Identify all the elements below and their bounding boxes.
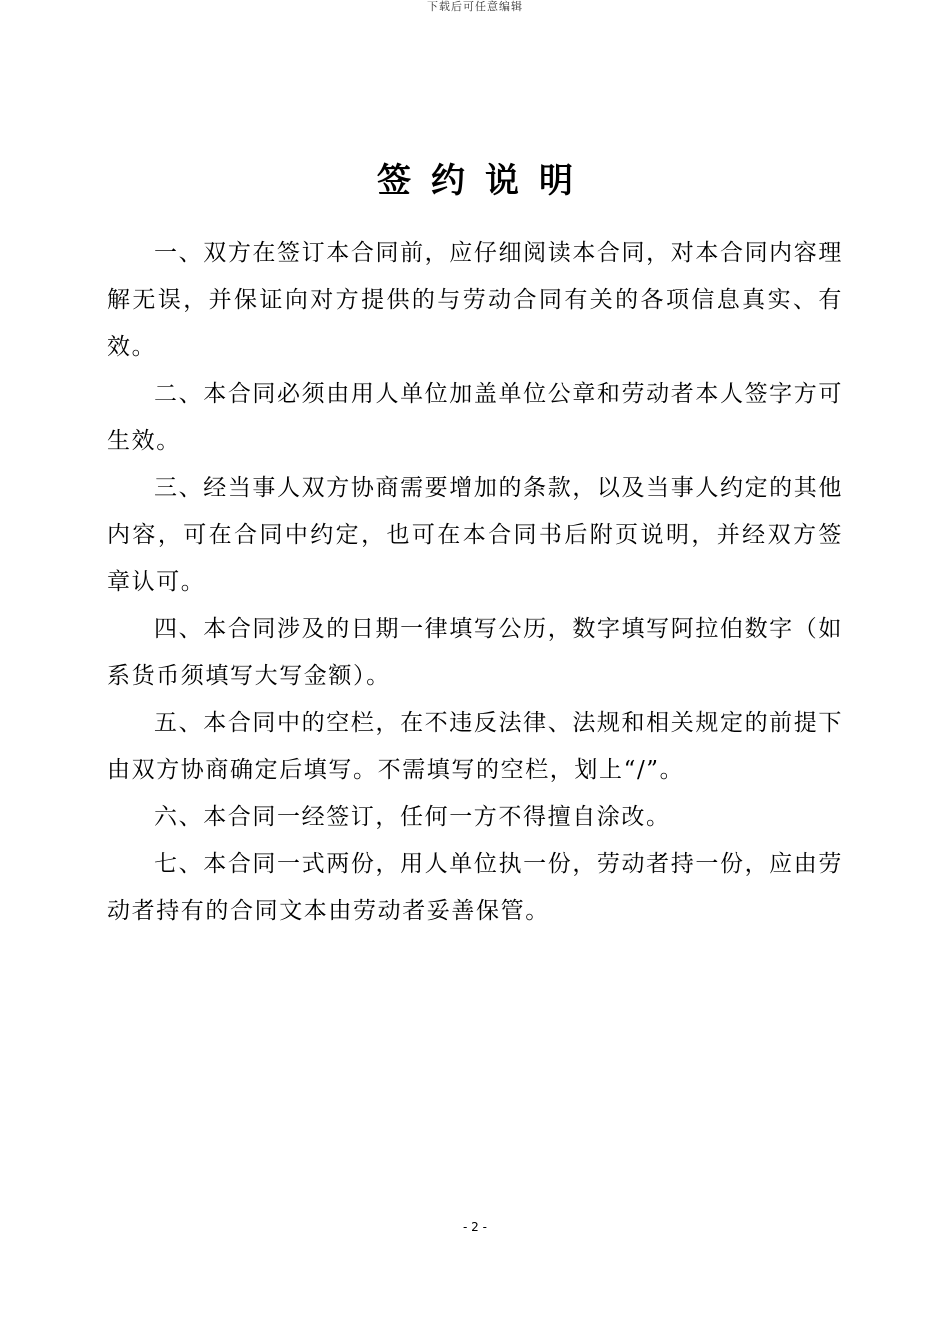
document-title: 签约说明 (377, 160, 593, 201)
clause-1: 一、双方在签订本合同前，应仔细阅读本合同，对本合同内容理解无误，并保证向对方提供的与劳动合同有关的各项信息真实、有效。 (107, 240, 843, 360)
document-body (107, 230, 843, 935)
header-note: 下载后可任意编辑 (427, 0, 523, 13)
clause-3: 三、经当事人双方协商需要增加的条款，以及当事人约定的其他内容，可在合同中约定，也可在本合同书后附页说明，并经双方签章认可。 (107, 475, 843, 595)
clause-5: 五、本合同中的空栏，在不违反法律、法规和相关规定的前提下由双方协商确定后填写。不需填写的空栏，划上“/”。 (107, 710, 843, 783)
page-number: - 2 - (463, 1220, 487, 1234)
clause-4: 四、本合同涉及的日期一律填写公历，数字填写阿拉伯数字（如系货币须填写大写金额）。 (107, 616, 843, 689)
clause-2: 二、本合同必须由用人单位加盖单位公章和劳动者本人签字方可生效。 (107, 381, 843, 454)
clause-7: 七、本合同一式两份，用人单位执一份，劳动者持一份，应由劳动者持有的合同文本由劳动者妥善保管。 (107, 851, 843, 924)
clause-6: 六、本合同一经签订，任何一方不得擅自涂改。 (154, 804, 671, 830)
